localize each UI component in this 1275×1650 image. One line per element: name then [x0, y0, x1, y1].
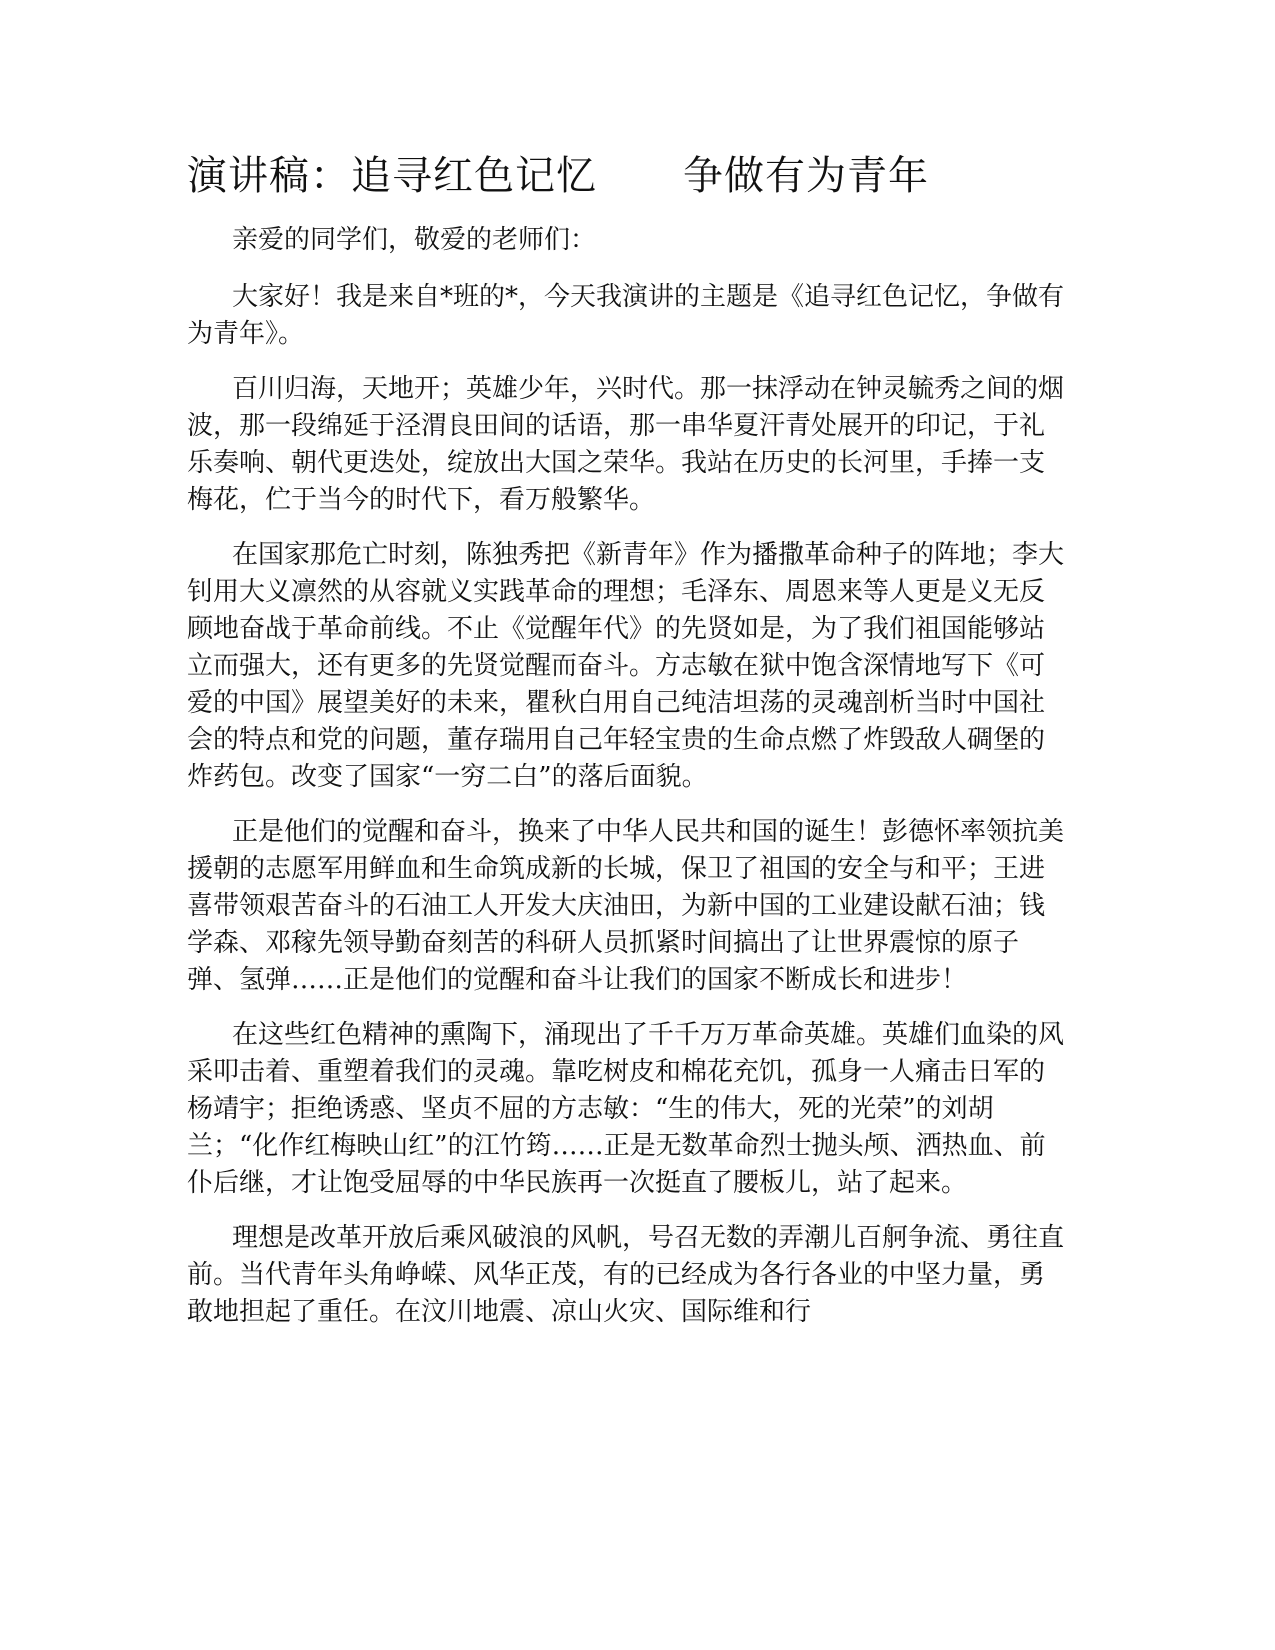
document-title: [187, 148, 929, 204]
paragraph-pioneers: 在国家那危亡时刻，陈独秀把《新青年》作为播撒革命种子的阵地；李大钊用大义凛然的从容就义实践革命的理想；毛泽东、周恩来等人更是义无反顾地奋战于革命前线。不止《觉醒年代》的先贤如是，为了我们祖国能够站立而强大，还有更多的先贤觉醒而奋斗。方志敏在狱中饱含深情地写下《可爱的中国》展望美好的未来，瞿秋白用自己纯洁坦荡的灵魂剖析当时中国社会的特点和党的问题，董存瑞用自己年轻宝贵的生命点燃了炸毁敌人碉堡的炸药包。改变了国家“一穷二白”的落后面貌。: [187, 540, 1065, 792]
salutation: 亲爱的同学们，敬爱的老师们：: [232, 225, 597, 255]
title-main: 演讲稿：追寻红色记忆: [187, 153, 597, 199]
paragraph-heroes: 在这些红色精神的熏陶下，涌现出了千千万万革命英雄。英雄们血染的风采叩击着、重塑着我们的灵魂。靠吃树皮和棉花充饥，孤身一人痛击日军的杨靖宇；拒绝诱惑、坚贞不屈的方志敏：“生的伟大，死的光荣”的刘胡兰；“化作红梅映山红”的江竹筠……正是无数革命烈士抛头颅、洒热血、前仆后继，才让饱受屈辱的中华民族再一次挺直了腰板儿，站了起来。: [187, 1020, 1065, 1198]
paragraph-greeting: 大家好！我是来自*班的*，今天我演讲的主题是《追寻红色记忆，争做有为青年》。: [187, 282, 1065, 349]
paragraph-founding: 正是他们的觉醒和奋斗，换来了中华人民共和国的诞生！彭德怀率领抗美援朝的志愿军用鲜血和生命筑成新的长城，保卫了祖国的安全与和平；王进喜带领艰苦奋斗的石油工人开发大庆油田，为新中国的工业建设献石油；钱学森、邓稼先领导勤奋刻苦的科研人员抓紧时间搞出了让世界震惊的原子弹、氢弹……正是他们的觉醒和奋斗让我们的国家不断成长和进步！: [187, 817, 1065, 995]
paragraph-youth: 理想是改革开放后乘风破浪的风帆，号召无数的弄潮儿百舸争流、勇往直前。当代青年头角峥嵘、风华正茂，有的已经成为各行各业的中坚力量，勇敢地担起了重任。在汶川地震、凉山火灾、国际维和行: [187, 1223, 1065, 1327]
document-body: [187, 222, 1067, 1349]
title-sub: 争做有为青年: [683, 153, 929, 199]
paragraph-history: 百川归海，天地开；英雄少年，兴时代。那一抹浮动在钟灵毓秀之间的烟波，那一段绵延于泾渭良田间的话语，那一串华夏汗青处展开的印记，于礼乐奏响、朝代更迭处，绽放出大国之荣华。我站在历史的长河里，手捧一支梅花，伫于当今的时代下，看万般繁华。: [187, 374, 1065, 515]
